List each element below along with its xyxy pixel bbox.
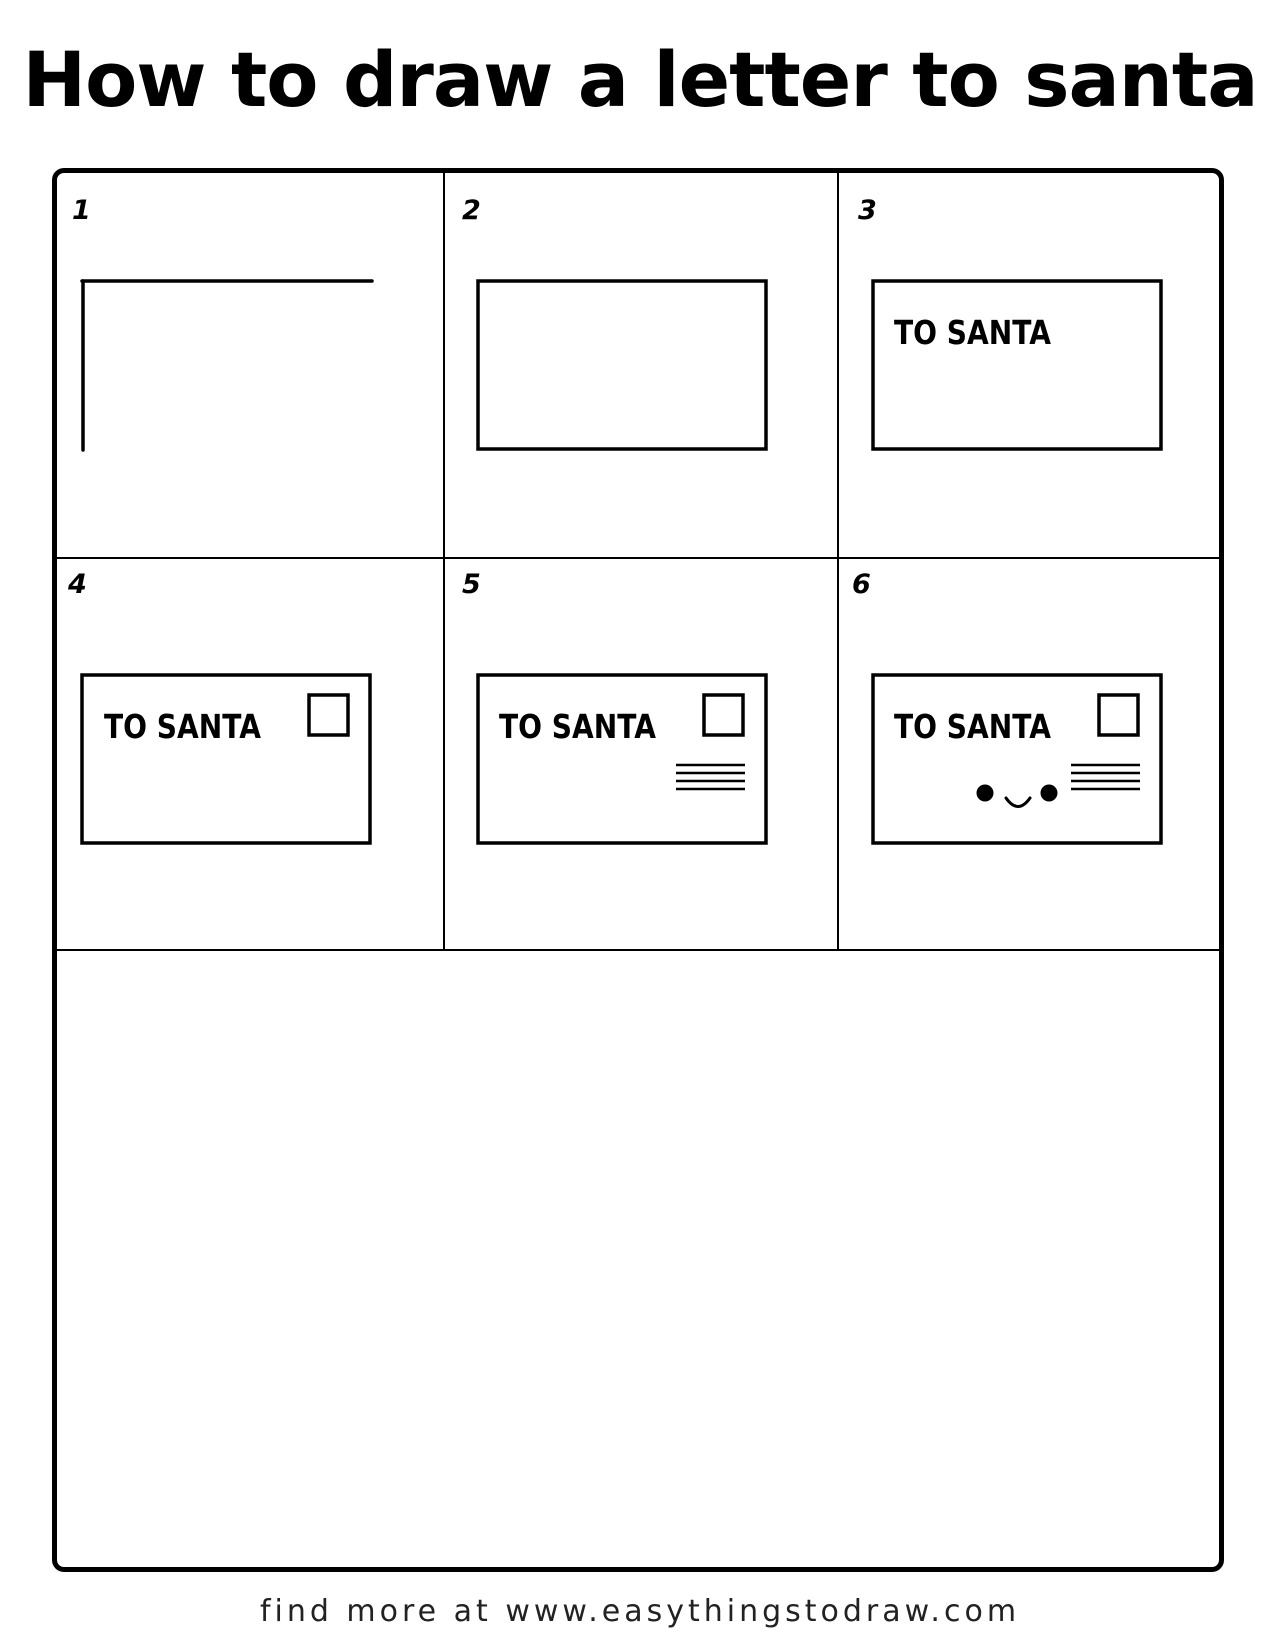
right-eye — [1041, 785, 1058, 802]
envelope-label-step-6: TO SANTA — [894, 707, 1052, 746]
page-title: How to draw a letter to santa — [22, 35, 1258, 124]
step-number-2: 2 — [462, 195, 481, 226]
step-number-4: 4 — [68, 569, 87, 600]
envelope-label-step-4: TO SANTA — [104, 707, 262, 746]
envelope-outline — [873, 281, 1161, 449]
envelope-outline — [82, 675, 370, 843]
envelope-outline — [873, 675, 1161, 843]
step-6-drawing — [873, 675, 1161, 843]
step-number-5: 5 — [462, 569, 481, 600]
step-number-3: 3 — [858, 195, 877, 226]
envelope-outline — [478, 281, 766, 449]
address-lines — [676, 765, 745, 789]
envelope-label-step-3: TO SANTA — [894, 313, 1052, 352]
envelope-outline — [478, 675, 766, 843]
envelope-label-step-5: TO SANTA — [499, 707, 657, 746]
address-lines — [1071, 765, 1140, 789]
left-eye — [977, 785, 994, 802]
step-number-6: 6 — [852, 569, 871, 600]
smile-mouth — [1006, 798, 1030, 807]
stamp-box — [704, 695, 743, 735]
step-4-drawing — [82, 675, 370, 843]
footer-link-text: find more at www.easythingstodraw.com — [259, 1594, 1021, 1629]
stamp-box — [1099, 695, 1138, 735]
step-3-drawing — [873, 281, 1161, 449]
step-2-drawing — [478, 281, 766, 449]
practice-area[interactable] — [57, 952, 1221, 1568]
step-5-drawing — [478, 675, 766, 843]
stamp-box — [309, 695, 348, 735]
step-1-drawing — [82, 281, 372, 450]
step-number-1: 1 — [72, 195, 91, 226]
